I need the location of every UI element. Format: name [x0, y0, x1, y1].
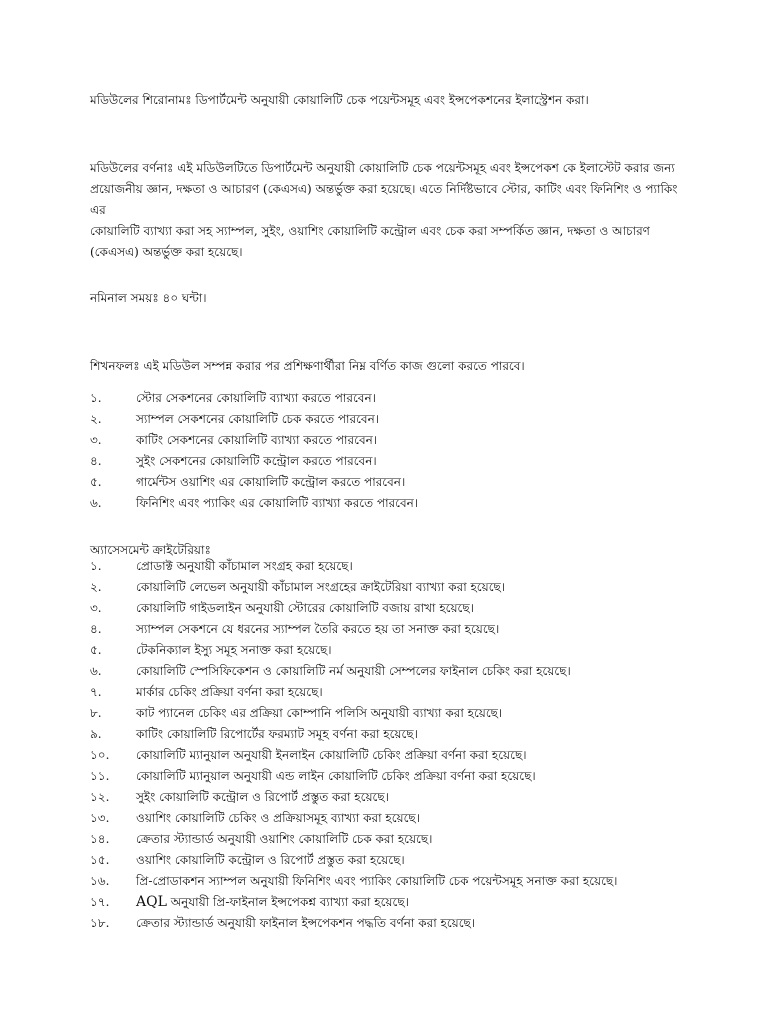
assessment-criteria-item	[90, 913, 710, 934]
module-title: মডিউলের শিরোনামঃ ডিপার্টমেন্ট অনুযায়ী কোয়ালিটি চেক পয়েন্টসমূহ এবং ইন্সপেকশনের ইলাস্ট্রেশন করা।	[90, 93, 589, 107]
learning-outcome-item	[90, 430, 710, 451]
list-number: ৭.	[90, 685, 102, 699]
assessment-criteria-list	[90, 556, 710, 934]
list-text: টেকনিক্যাল ইস্যু সমূহ সনাক্ত করা হয়েছে।	[136, 643, 332, 657]
list-number: ৬.	[90, 496, 102, 510]
list-number: ১৬.	[90, 874, 110, 888]
description-line: প্রয়োজনীয় জ্ঞান, দক্ষতা ও আচারণ (কেএসএ) অন্তর্ভুক্ত করা হয়েছে। এতে নির্দিষ্টভাবে স্টোর, কাটিং এবং ফিনিশিং ও প্যাকিং এর	[90, 182, 678, 217]
learning-outcome-item	[90, 388, 710, 409]
learning-outcome-list	[90, 388, 710, 514]
list-number: ৪.	[90, 622, 102, 636]
list-text: কাটিং সেকশনের কোয়ালিটি ব্যাখ্যা করতে পারবেন।	[136, 433, 378, 447]
list-number: ১২.	[90, 790, 110, 804]
list-number: ৬.	[90, 664, 102, 678]
list-text-rest: অনুযায়ী প্রি-ফাইনাল ইন্সপেকশ্ন ব্যাখ্যা করা হয়েছে।	[166, 895, 409, 909]
list-number: ১৭.	[90, 895, 110, 909]
list-number: ১৮.	[90, 916, 110, 930]
learning-outcome-item	[90, 472, 710, 493]
assessment-criteria-item	[90, 892, 710, 913]
list-text: সুইং সেকশনের কোয়ালিটি কন্ট্রোল করতে পারবেন।	[136, 454, 377, 468]
list-number: ৫.	[90, 475, 102, 489]
list-number: ৪.	[90, 454, 102, 468]
learning-outcome-item	[90, 493, 710, 514]
assessment-criteria-item	[90, 619, 710, 640]
list-text: কোয়ালিটি ম্যানুয়াল অনুযায়ী ইনলাইন কোয়ালিটি চেকিং প্রক্রিয়া বর্ণনা করা হয়েছে।	[136, 748, 527, 762]
list-text: ওয়াশিং কোয়ালিটি কন্ট্রোল ও রিপোর্ট প্রস্তুত করা হয়েছে।	[136, 853, 405, 867]
list-number: ১.	[90, 391, 102, 405]
list-text-prefix: AQL	[136, 894, 167, 910]
list-number: ৮.	[90, 706, 102, 720]
module-description	[90, 158, 690, 263]
list-number: ৩.	[90, 601, 102, 615]
list-text: ওয়াশিং কোয়ালিটি চেকিং ও প্রক্রিয়াসমূহ ব্যাখ্যা করা হয়েছে।	[136, 811, 420, 825]
list-text: কোয়ালিটি লেভেল অনুযায়ী কাঁচামাল সংগ্রহের ক্রাইটেরিয়া ব্যাখ্যা করা হয়েছে।	[136, 580, 506, 594]
list-number: ৩.	[90, 433, 102, 447]
assessment-criteria-item	[90, 577, 710, 598]
list-text: সুইং কোয়ালিটি কন্ট্রোল ও রিপোর্ট প্রস্তুত করা হয়েছে।	[136, 790, 389, 804]
list-number: ২.	[90, 412, 102, 426]
list-number: ১৩.	[90, 811, 110, 825]
list-text: কাটিং কোয়ালিটি রিপোর্টের ফরম্যাট সমূহ বর্ণনা করা হয়েছে।	[136, 727, 418, 741]
description-line: (কেএসএ) অন্তর্ভুক্ত করা হয়েছে।	[90, 245, 243, 259]
assessment-criteria-item	[90, 598, 710, 619]
list-text: কাট প্যানেল চেকিং এর প্রক্রিয়া কোম্পানি পলিসি অনুযায়ী ব্যাখ্যা করা হয়েছে।	[136, 706, 503, 720]
list-text: স্টোর সেকশনের কোয়ালিটি ব্যাখ্যা করতে পারবেন।	[136, 391, 376, 405]
list-text: ফিনিশিং এবং প্যাকিং এর কোয়ালিটি ব্যাখ্যা করতে পারবেন।	[136, 496, 419, 510]
list-number: ৯.	[90, 727, 102, 741]
assessment-criteria-item	[90, 787, 710, 808]
learning-outcome-item	[90, 451, 710, 472]
assessment-criteria-item	[90, 829, 710, 850]
list-number: ১.	[90, 559, 102, 573]
assessment-criteria-item	[90, 745, 710, 766]
list-text: স্যাম্পল সেকশনের কোয়ালিটি চেক করতে পারবেন।	[136, 412, 380, 426]
description-line: কোয়ালিটি ব্যাখ্যা করা সহ স্যাম্পল, সুইং, ওয়াশিং কোয়ালিটি কন্ট্রোল এবং চেক করা সম্পর্কিত জ্ঞান, দক্ষতা ও আচারণ	[90, 224, 650, 238]
assessment-criteria-item	[90, 766, 710, 787]
list-number: ১৫.	[90, 853, 110, 867]
assessment-criteria-item	[90, 703, 710, 724]
list-text: প্রোডাক্ট অনুযায়ী কাঁচামাল সংগ্রহ করা হয়েছে।	[136, 559, 353, 573]
learning-outcome-intro: শিখনফলঃ এই মডিউল সম্পন্ন করার পর প্রশিক্ষণার্থীরা নিম্ন বর্ণিত কাজ গুলো করতে পারবে।	[90, 359, 525, 373]
list-number: ১০.	[90, 748, 110, 762]
assessment-criteria-item	[90, 871, 710, 892]
list-text: স্যাম্পল সেকশনে যে ধরনের স্যাম্পল তৈরি করতে হয় তা সনাক্ত করা হয়েছে।	[136, 622, 500, 636]
list-number: ১৪.	[90, 832, 110, 846]
assessment-criteria-item	[90, 640, 710, 661]
list-text: মার্কার চেকিং প্রক্রিয়া বর্ণনা করা হয়েছে।	[136, 685, 323, 699]
assessment-criteria-item	[90, 850, 710, 871]
assessment-criteria-item	[90, 556, 710, 577]
assessment-criteria-item	[90, 682, 710, 703]
list-text	[136, 892, 710, 913]
list-number: ৫.	[90, 643, 102, 657]
list-text: ক্রেতার স্ট্যান্ডার্ড অনুযায়ী ফাইনাল ইন্সপেকশন পদ্ধতি বর্ণনা করা হয়েছে।	[136, 916, 476, 930]
list-number: ২.	[90, 580, 102, 594]
assessment-criteria-item	[90, 808, 710, 829]
list-text: কোয়ালিটি ম্যানুয়াল অনুযায়ী এন্ড লাইন কোয়ালিটি চেকিং প্রক্রিয়া বর্ণনা করা হয়েছে।	[136, 769, 536, 783]
list-text: কোয়ালিটি স্পেসিফিকেশন ও কোয়ালিটি নর্ম অনুযায়ী সেম্পলের ফাইনাল চেকিং করা হয়েছে।	[136, 664, 571, 678]
list-text: কোয়ালিটি গাইডলাইন অনুযায়ী স্টোরের কোয়ালিটি বজায় রাখা হয়েছে।	[136, 601, 474, 615]
learning-outcome-item	[90, 409, 710, 430]
assessment-criteria-item	[90, 724, 710, 745]
assessment-criteria-item	[90, 661, 710, 682]
list-text: গার্মেন্টস ওয়াশিং এর কোয়ালিটি কন্ট্রোল করতে পারবেন।	[136, 475, 406, 489]
list-text: ক্রেতার স্ট্যান্ডার্ড অনুযায়ী ওয়াশিং কোয়ালিটি চেক করা হয়েছে।	[136, 832, 433, 846]
list-text: প্রি-প্রোডাকশন স্যাম্পল অনুযায়ী ফিনিশিং এবং প্যাকিং কোয়ালিটি চেক পয়েন্টসমূহ সনাক্ত করা হয়েছে।	[136, 874, 618, 888]
list-number: ১১.	[90, 769, 110, 783]
assessment-criteria-heading: অ্যাসেসমেন্ট ক্রাইটেরিয়াঃ	[90, 543, 211, 557]
nominal-time: নমিনাল সময়ঃ ৪০ ঘন্টা।	[90, 291, 207, 305]
description-line: মডিউলের বর্ণনাঃ এই মডিউলটিতে ডিপার্টমেন্ট অনুযায়ী কোয়ালিটি চেক পয়েন্টসমূহ এবং ইন্সপেকশ কে ইলাস্টেট করার জন্য	[90, 161, 675, 175]
